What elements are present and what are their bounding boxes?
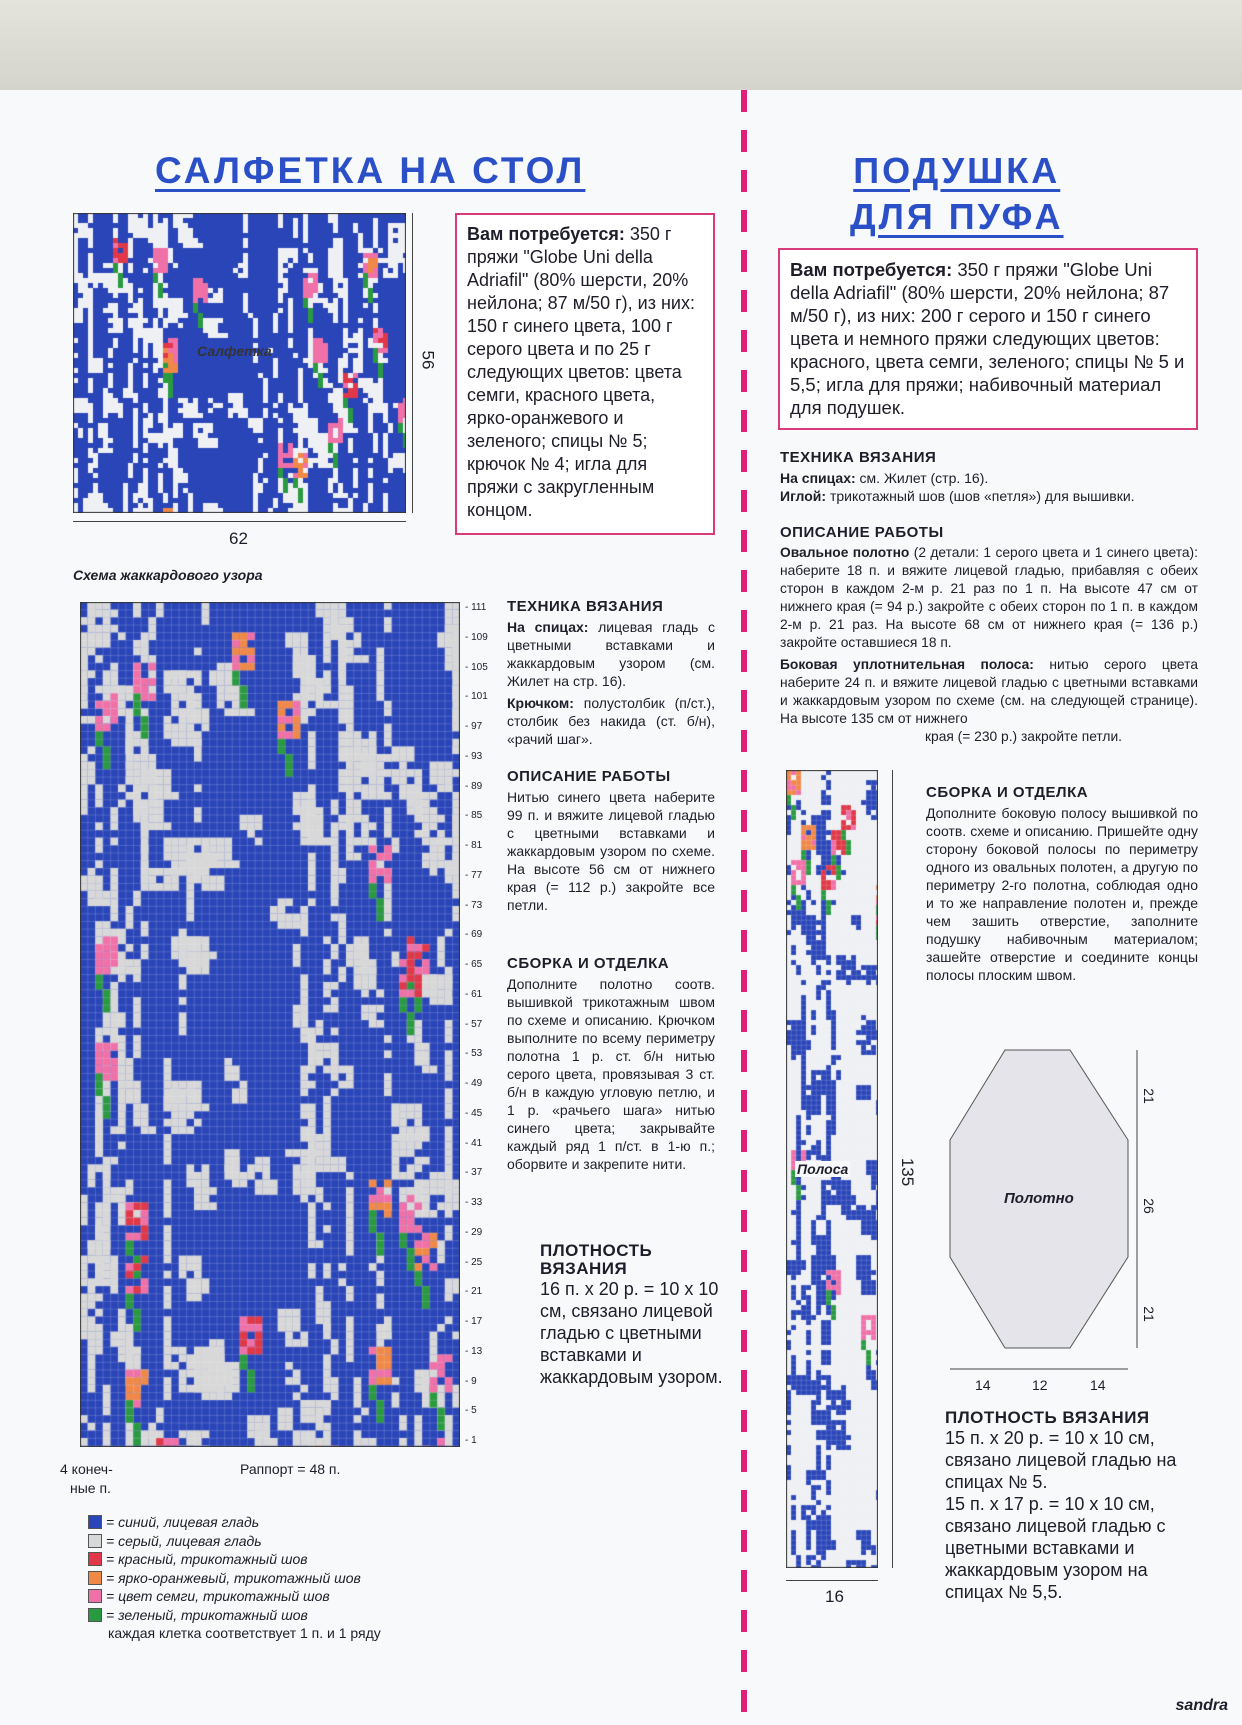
row-number: - 77: [465, 869, 483, 881]
brand-logo: sandra: [1175, 1697, 1228, 1714]
legend-item: [88, 1550, 381, 1569]
row-number: - 81: [465, 840, 483, 851]
row-number: - 111: [465, 602, 487, 613]
right-assembly-section: [926, 784, 1198, 988]
legend-swatch: [88, 1534, 102, 1548]
row-number: - 49: [465, 1078, 483, 1089]
row-number: - 61: [465, 988, 483, 1000]
oval-piece-diagram: [945, 1045, 1160, 1370]
assembly-text: Дополните полотно соотв. вышивкой трикотажным швом по схеме и описанию. Крючком выполните по всему периметру полотна 1 р. ст. б/н нитью серого цвета, провязывая 3 ст. б/н в каждую угловую петлю, и 1 р. «рачьего шага» нитью синего цвета; закрывайте каждый ряд 1 п/ст. в 1-ю п.; оборвите и закрепите нити.: [507, 976, 715, 1172]
technique-title: ТЕХНИКА ВЯЗАНИЯ: [507, 598, 664, 615]
edge-stitches-label-1: 4 конеч-: [60, 1461, 113, 1477]
density-text: 16 п. х 20 р. = 10 х 10 см, связано лицевой гладью с цветными вставками и жаккардовым узором.: [540, 1279, 723, 1387]
legend-swatch: [88, 1552, 102, 1566]
row-number: - 25: [465, 1256, 483, 1268]
left-technique-section: [507, 598, 715, 752]
right-work-title: ОПИСАНИЕ РАБОТЫ: [780, 524, 944, 541]
legend-label: = ярко-оранжевый, трикотажный шов: [106, 1569, 361, 1586]
row-number: - 37: [465, 1167, 483, 1179]
legend-swatch: [88, 1589, 102, 1603]
right-materials-box: [778, 248, 1198, 430]
legend-item: [88, 1513, 381, 1532]
strip-width-label: 16: [825, 1587, 844, 1606]
legend-swatch: [88, 1571, 102, 1585]
oval-piece-label: Полотно: [1004, 1190, 1074, 1207]
row-number: - 97: [465, 721, 483, 732]
materials-label: Вам потребуется:: [467, 224, 625, 244]
strip-height-label: 135: [898, 1157, 918, 1187]
right-needles-text: см. Жилет (стр. 16).: [859, 470, 989, 486]
napkin-width-label: 62: [229, 529, 248, 548]
napkin-photo-label: Салфетка: [197, 343, 272, 359]
height-dimension-line: [412, 213, 413, 513]
right-density-title: ПЛОТНОСТЬ ВЯЗАНИЯ: [945, 1408, 1150, 1427]
row-number: - 65: [465, 959, 483, 970]
row-number: - 45: [465, 1107, 483, 1119]
row-numbers: [465, 602, 495, 1447]
row-number: - 33: [465, 1197, 483, 1208]
right-assembly-title: СБОРКА И ОТДЕЛКА: [926, 784, 1089, 801]
strip-label: Боковая уплотнительная полоса:: [780, 657, 1034, 672]
legend-note: каждая клетка соответствует 1 п. и 1 ряду: [108, 1625, 381, 1641]
right-title-line-1: ПОДУШКА: [853, 150, 1061, 191]
dim-w3-label: 14: [1090, 1377, 1106, 1393]
left-assembly-section: [507, 955, 715, 1177]
scan-top-band: [0, 0, 1242, 90]
strip-text-end: края (= 230 р.) закройте петли.: [925, 729, 1123, 744]
assembly-title: СБОРКА И ОТДЕЛКА: [507, 955, 670, 972]
strip-width-line: [786, 1580, 878, 1581]
jacquard-chart: [80, 602, 460, 1452]
row-number: - 73: [465, 899, 483, 911]
legend-item: [88, 1606, 381, 1625]
strip-height-line: [892, 770, 893, 1568]
legend-swatch: [88, 1608, 102, 1622]
column-divider: [741, 90, 747, 1725]
row-number: - 29: [465, 1226, 483, 1238]
right-work-section: [780, 524, 1198, 746]
row-number: - 101: [465, 691, 488, 703]
width-dimension-line: [73, 521, 406, 522]
legend-item: [88, 1532, 381, 1551]
right-density-section: [945, 1409, 1195, 1603]
legend-label: = зеленый, трикотажный шов: [106, 1606, 308, 1623]
row-number: - 105: [465, 661, 488, 673]
napkin-height-label: 56: [418, 350, 438, 370]
density-title-2: ВЯЗАНИЯ: [540, 1259, 628, 1278]
legend-label: = цвет семги, трикотажный шов: [106, 1588, 330, 1604]
row-number: - 41: [465, 1137, 483, 1149]
dim-bottom-label: 21: [1140, 1306, 1157, 1322]
repeat-label: Раппорт = 48 п.: [240, 1461, 341, 1477]
oval-label: Овальное полотно: [780, 545, 910, 560]
napkin-photo: [73, 213, 406, 518]
right-assembly-text: Дополните боковую полосу вышивкой по соотв. схеме и описанию. Пришейте одну сторону боковой полосы по периметру одного из овальных полотен, а другую по периметру 2-го полотна, соблюдая одно и то же направление полотен и, прежде чем зашить отверстие, заполните подушку набивочным материалом; зашейте отверстие и соедините концы полосы плоским швом.: [926, 805, 1198, 983]
row-number: - 21: [465, 1286, 483, 1298]
row-number: - 9: [465, 1375, 477, 1387]
needles-text: лицевая гладь с цветными вставками и жаккардовым узором (см. Жилет на стр. 16).: [507, 619, 716, 689]
right-needles-label: На спицах:: [780, 470, 856, 486]
needles-label: На спицах:: [507, 619, 589, 635]
row-number: - 109: [465, 631, 488, 643]
color-legend: [88, 1513, 381, 1643]
edge-stitches-label-2: ные п.: [70, 1480, 111, 1496]
legend-label: = красный, трикотажный шов: [106, 1551, 308, 1567]
left-title: САЛФЕТКА НА СТОЛ: [155, 150, 586, 191]
row-number: - 17: [465, 1316, 483, 1327]
right-materials-text: 350 г пряжи "Globe Uni della Adriafil" (80% шерсти, 20% нейлона; 87 м/50 г), из них: 200 г серого и 150 г синего цвета и немного пряжи следующих цветов: красного, цвета семги, зеленого; спицы № 5 и 5,5; игла для пряжи; набивочный материал для подушек.: [790, 259, 1185, 418]
left-materials-box: [455, 213, 715, 535]
row-number: - 85: [465, 810, 483, 822]
row-number: - 57: [465, 1018, 483, 1030]
legend-swatch: [88, 1515, 102, 1529]
work-text: Нитью синего цвета наберите 99 п. и вяжите лицевой гладью с цветными вставками и жаккардовым узором по схеме. На высоте 56 см от нижнего края (= 112 р.) закройте все петли.: [507, 789, 715, 913]
row-number: - 1: [465, 1435, 477, 1446]
row-number: - 5: [465, 1405, 477, 1417]
strip-text: нитью серого цвета наберите 24 п. и вяжите лицевой гладью с цветными вставками и жаккардовым узором по схеме (см. на следующей странице). На высоте 135 см от нижнего: [780, 657, 1198, 726]
legend-item: [88, 1569, 381, 1588]
hook-text: полустолбик (п/ст.), столбик без накида (ст. б/н), «рачий шаг».: [507, 695, 716, 747]
right-density-text-1: 15 п. х 20 р. = 10 х 10 см, связано лицевой гладью на спицах № 5.: [945, 1428, 1177, 1492]
dim-w2-label: 12: [1032, 1377, 1048, 1393]
row-number: - 89: [465, 780, 483, 792]
legend-label: = синий, лицевая гладь: [106, 1514, 260, 1530]
right-needle-text: трикотажный шов (шов «петля») для вышивки.: [829, 488, 1135, 504]
right-density-text-2: 15 п. х 17 р. = 10 х 10 см, связано лицевой гладью с цветными вставками и жаккардовым узором на спицах № 5,5.: [945, 1494, 1166, 1602]
chart-caption: Схема жаккардового узора: [73, 567, 263, 583]
row-number: - 93: [465, 750, 483, 762]
dim-top-label: 21: [1140, 1088, 1157, 1104]
row-number: - 13: [465, 1345, 483, 1357]
row-number: - 69: [465, 929, 483, 941]
right-technique-section: [780, 449, 1200, 505]
legend-item: [88, 1587, 381, 1606]
work-title: ОПИСАНИЕ РАБОТЫ: [507, 768, 671, 785]
row-number: - 53: [465, 1048, 483, 1060]
right-title-line-2: ДЛЯ ПУФА: [850, 196, 1064, 237]
density-title-1: ПЛОТНОСТЬ: [540, 1241, 653, 1260]
left-work-section: [507, 768, 715, 918]
legend-label: = серый, лицевая гладь: [106, 1532, 262, 1549]
oval-text: (2 детали: 1 серого цвета и 1 синего цвета): наберите 18 п. и вяжите лицевой гладью, прибавляя с обеих сторон в каждом 2-м р. 21 раз по 1 п. На высоте 47 см от нижнего края (= 94 р.) закройте с обеих сторон по 1 п. в каждом 2-м р. 21 раз. На высоте 68 см от нижнего края (= 136 р.) закройте оставшиеся 18 п.: [780, 545, 1198, 650]
materials-text: 350 г пряжи "Globe Uni della Adriafil" (80% шерсти, 20% нейлона; 87 м/50 г), из них: 150 г синего цвета, 100 г серого цвета и по 25 г следующих цветов: цвета семги, красного цвета, ярко-оранжевого и зеленого; спицы № 5; крючок № 4; игла для пряжи с закругленным концом.: [467, 224, 695, 520]
hook-label: Крючком:: [507, 695, 574, 711]
right-materials-label: Вам потребуется:: [790, 259, 953, 280]
right-needle-label: Иглой:: [780, 488, 827, 504]
right-title: [850, 148, 1064, 240]
strip-piece-label: Полоса: [797, 1161, 849, 1177]
right-technique-title: ТЕХНИКА ВЯЗАНИЯ: [780, 449, 937, 466]
dim-mid-label: 26: [1140, 1198, 1157, 1214]
dim-w1-label: 14: [975, 1377, 991, 1393]
left-density-section: [540, 1242, 730, 1388]
